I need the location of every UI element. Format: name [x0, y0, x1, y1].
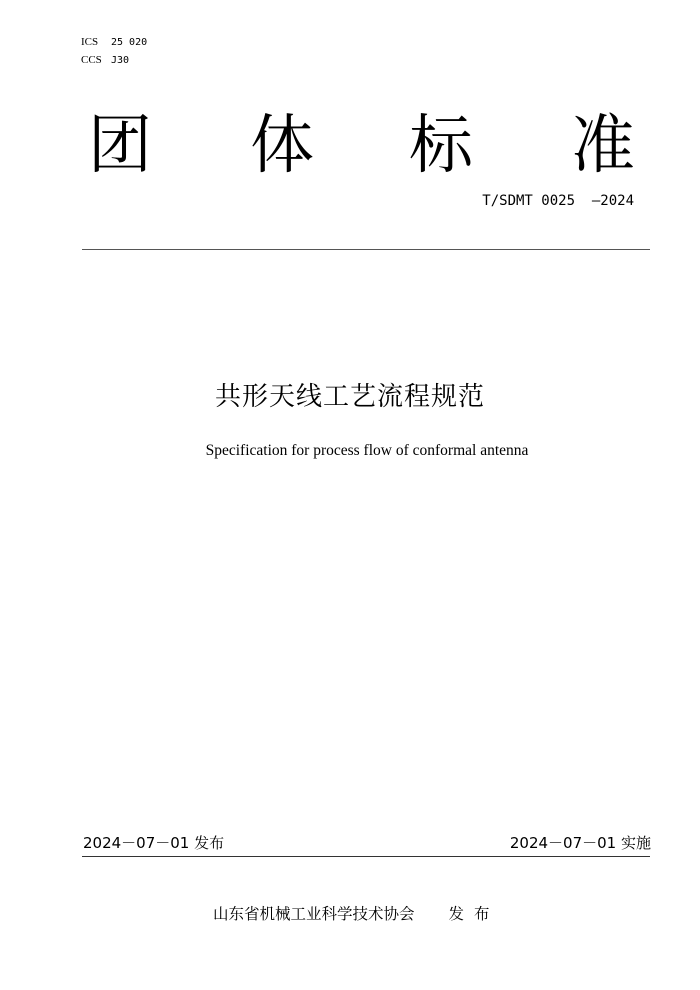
ics-classification [81, 35, 147, 50]
document-title-english: Specification for process flow of conformal antenna [205, 442, 529, 459]
standard-type-heading [0, 108, 700, 188]
publisher-action: 发布 [448, 905, 500, 923]
release-date: 2024－07－01 发布 [83, 834, 225, 852]
ccs-label: CCS [81, 54, 102, 66]
standard-type-char: 体 [250, 109, 314, 183]
top-divider [82, 249, 650, 250]
bottom-divider [82, 856, 650, 857]
document-title-chinese: 共形天线工艺流程规范 [214, 382, 485, 412]
ics-label: ICS [81, 36, 99, 48]
implementation-date: 2024－07－01 实施 [509, 834, 651, 852]
ics-value: 25 020 [111, 37, 148, 48]
publisher-organization: 山东省机械工业科学技术协会 [213, 905, 415, 923]
ccs-value: J30 [111, 55, 130, 66]
standard-type-char: 团 [88, 109, 152, 183]
standard-number: T/SDMT 0025 —2024 [482, 193, 634, 209]
standard-type-char: 标 [409, 109, 473, 183]
standard-type-char: 准 [571, 109, 635, 183]
ccs-classification [81, 53, 129, 68]
publisher-line [213, 904, 500, 924]
